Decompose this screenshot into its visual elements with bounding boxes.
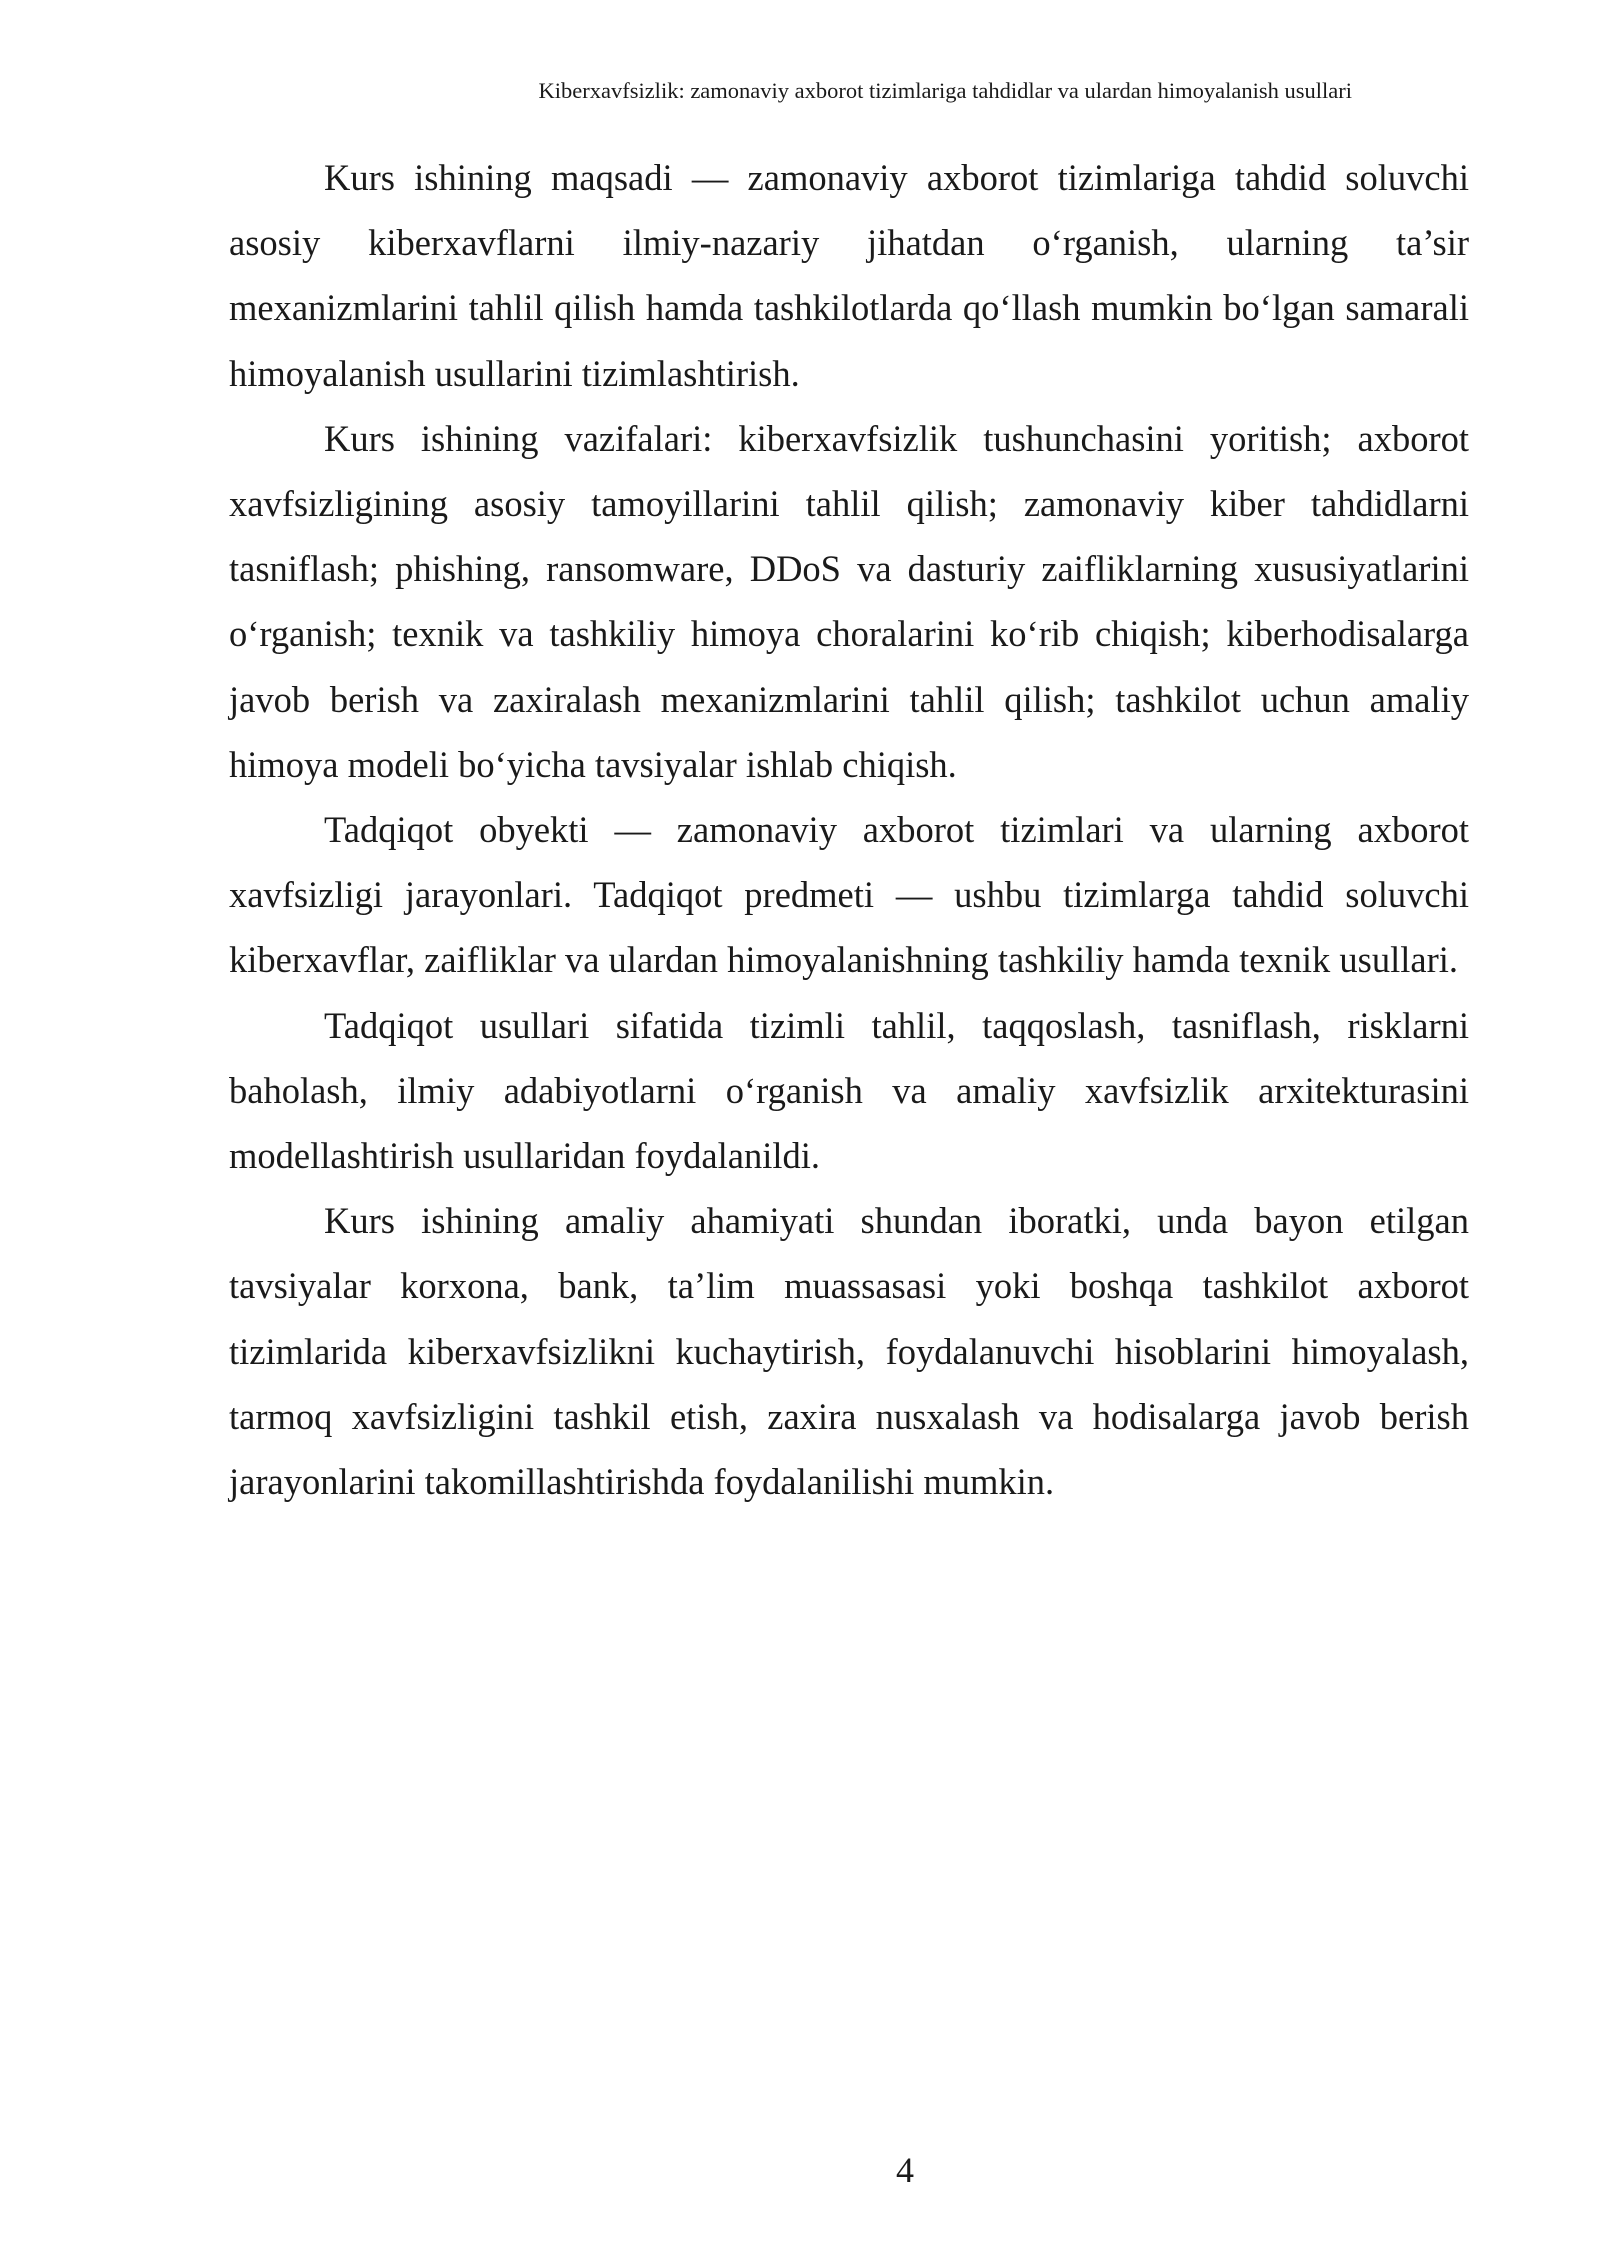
running-header: Kiberxavfsizlik: zamonaviy axborot tizimlariga tahdidlar va ulardan himoyalanish usullari xyxy=(538,78,1352,103)
paragraph-tasks: Kurs ishining vazifalari: kiberxavfsizlik tushunchasini yoritish; axborot xavfsizligining asosiy tamoyillarini tahlil qilish; zamonaviy kiber tahdidlarni tasniflash; phishing, ransomware, DDoS va dasturiy zaifliklarning xususiyatlarini o‘rganish; texnik va tashkiliy himoya choralarini ko‘rib chiqish; kiberhodisalarga javob berish va zaxiralash mexanizmlarini tahlil qilish; tashkilot uchun amaliy himoya modeli bo‘yicha tavsiyalar ishlab chiqish. xyxy=(229,417,1469,785)
paragraph-purpose: Kurs ishining maqsadi — zamonaviy axborot tizimlariga tahdid soluvchi asosiy kiberxavflarni ilmiy-nazariy jihatdan o‘rganish, ularning ta’sir mexanizmlarini tahlil qilish hamda tashkilotlarda qo‘llash mumkin bo‘lgan samarali himoyalanish usullarini tizimlashtirish. xyxy=(229,157,1469,394)
page-number: 4 xyxy=(896,2150,914,2190)
paragraph-methods: Tadqiqot usullari sifatida tizimli tahlil, taqqoslash, tasniflash, risklarni baholash, ilmiy adabiyotlarni o‘rganish va amaliy xavfsizlik arxitekturasini modellashtirish usullaridan foydalanildi. xyxy=(229,1004,1469,1177)
paragraph-object-subject: Tadqiqot obyekti — zamonaviy axborot tizimlari va ularning axborot xavfsizligi jarayonlari. Tadqiqot predmeti — ushbu tizimlarga tahdid soluvchi kiberxavflar, zaifliklar va ulardan himoyalanishning tashkiliy hamda texnik usullari. xyxy=(229,809,1469,981)
body-text xyxy=(229,145,1469,1514)
paragraph-practical-significance: Kurs ishining amaliy ahamiyati shundan iboratki, unda bayon etilgan tavsiyalar korxona, bank, ta’lim muassasasi yoki boshqa tashkilot axborot tizimlarida kiberxavfsizlikni kuchaytirish, foydalanuvchi hisoblarini himoyalash, tarmoq xavfsizligini tashkil etish, zaxira nusxalash va hodisalarga javob berish jarayonlarini takomillashtirishda foydalanilishi mumkin. xyxy=(229,1200,1469,1503)
